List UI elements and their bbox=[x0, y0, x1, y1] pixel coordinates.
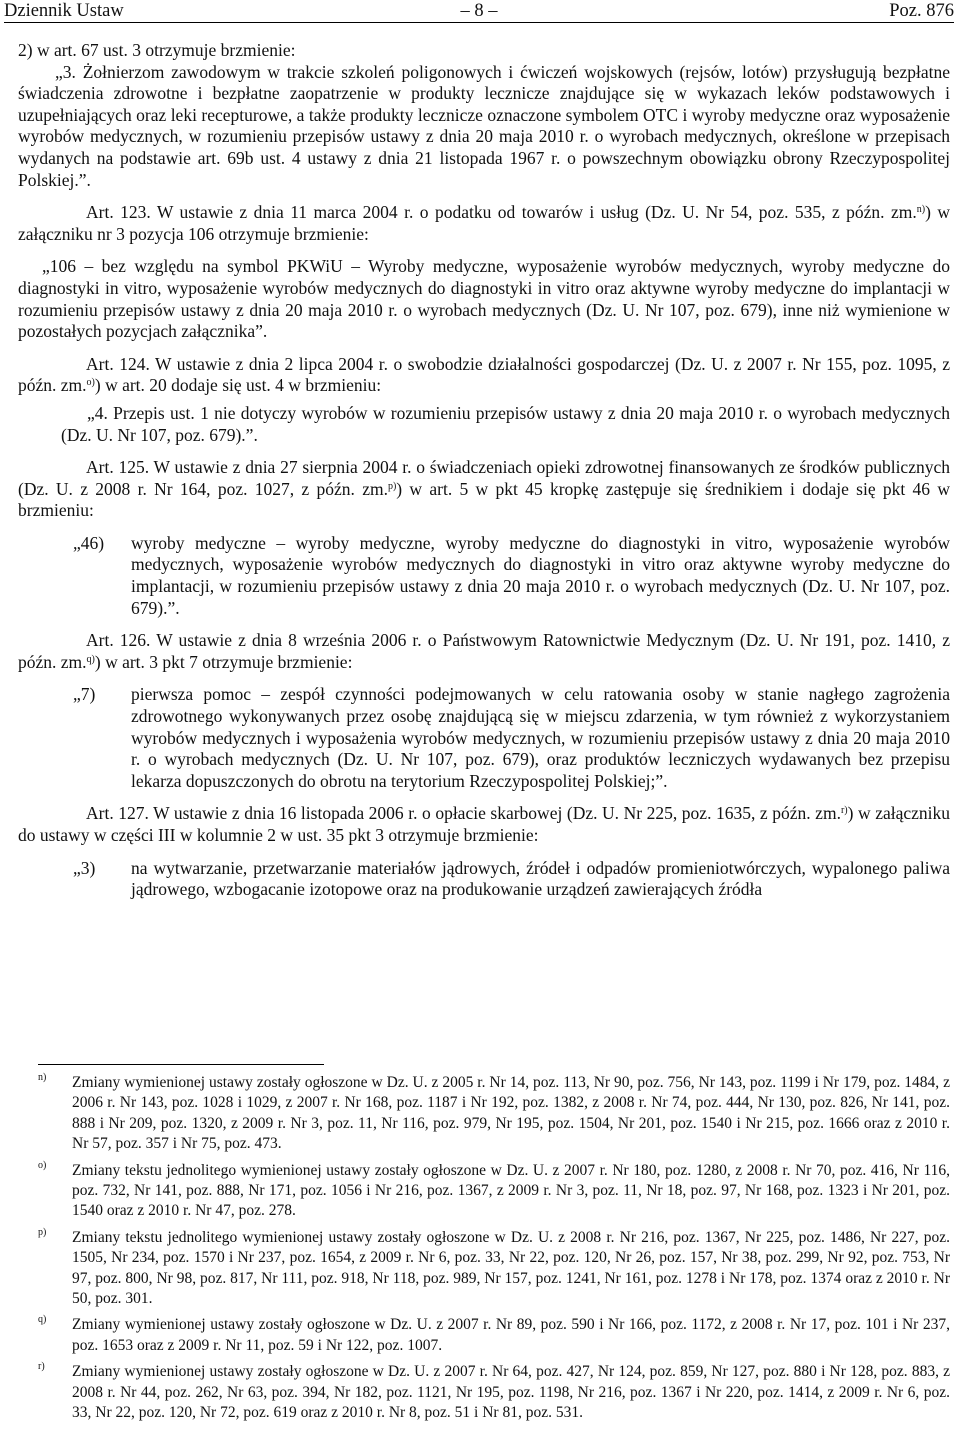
footnote-ref-n: n) bbox=[916, 204, 926, 216]
document-body bbox=[18, 40, 950, 901]
article-125-text: Art. 125. W ustawie z dnia 27 sierpnia 2004 r. o świadczeniach opieki zdrowotnej finansowanych ze środków publicznych (Dz. U. z 2008 r. Nr 164, poz. 1027, z późn. zm. bbox=[18, 457, 950, 499]
footnote-text: Zmiany wymienionej ustawy zostały ogłoszone w Dz. U. z 2007 r. Nr 89, poz. 590 i Nr 166, poz. 1172, z 2008 r. Nr 17, poz. 101 i Nr 237, poz. 1653 oraz z 2009 r. Nr 11, poz. 59 i Nr 122, poz. 1007. bbox=[72, 1316, 950, 1354]
point-3-number: „3) bbox=[73, 857, 96, 878]
point-7-number: „7) bbox=[73, 684, 96, 705]
footnote-r bbox=[38, 1362, 950, 1423]
article-124 bbox=[18, 354, 950, 397]
footnote-p bbox=[38, 1228, 950, 1310]
article-124-text: Art. 124. W ustawie z dnia 2 lipca 2004 r. o swobodzie działalności gospodarczej (Dz. U. z 2007 r. Nr 155, poz. 1095, z późn. zm. bbox=[18, 353, 950, 396]
point-7-text: pierwsza pomoc – zespół czynności podejmowanych w celu ratowania osoby w stanie nagłego zagrożenia zdrowotnego wykonywanych przez osobę znajdującą się w miejscu zdarzenia, w tym również z wykorzystaniem wyrobów medycznych i wyposażenia wyrobów medycznych, w rozumieniu przepisów ustawy z dnia 20 maja 2010 r. o wyrobach medycznych (Dz. U. Nr 107, poz. 679), oraz produktów leczniczych wydawanych bez przepisu lekarza dopuszczonych do obrotu na terytorium Rzeczypospolitej Polskiej;”. bbox=[131, 684, 950, 791]
article-123-text: Art. 123. W ustawie z dnia 11 marca 2004 r. o podatku od towarów i usług (Dz. U. Nr 54, poz. 535, z późn. zm. bbox=[86, 202, 917, 223]
footnote-o bbox=[38, 1161, 950, 1222]
quoted-point-3 bbox=[73, 858, 950, 901]
quoted-paragraph-3: „3. Żołnierzom zawodowym w trakcie szkoleń poligonowych i ćwiczeń wojskowych (rejsów, lotów) przysługują bezpłatne świadczenia zdrowotne i bezpłatne zaopatrzenie w produkty lecznicze znajdujące się w wykazach leków podstawowych i uzupełniających oraz leki recepturowe, a także produkty lecznicze oznaczone symbolem OTC i wyroby medyczne oraz wyposażenie wyrobów medycznych, w rozumieniu przepisów ustawy z dnia 20 maja 2010 r. o wyrobach medycznych, określone w przepisach wydanych na podstawie art. 69b ust. 4 ustawy z dnia 21 listopada 1967 r. o powszechnym obowiązku obrony Rzeczypospolitej Polskiej.”. bbox=[18, 61, 950, 190]
quoted-paragraph-4: „4. Przepis ust. 1 nie dotyczy wyrobów w rozumieniu przepisów ustawy z dnia 20 maja 2010 r. o wyrobach medycznych (Dz. U. Nr 107, poz. 679).”. bbox=[61, 402, 950, 445]
article-125 bbox=[18, 457, 950, 522]
footnote-ref-r: r) bbox=[840, 805, 848, 817]
page-header bbox=[4, 0, 954, 23]
footnote-text: Zmiany wymienionej ustawy zostały ogłoszone w Dz. U. z 2005 r. Nr 14, poz. 113, Nr 90, poz. 756, Nr 143, poz. 1199 i Nr 179, poz. 1484, z 2006 r. Nr 143, poz. 1028 i 1029, z 2007 r. Nr 168, poz. 1187 i Nr 192, poz. 1382, z 2008 r. Nr 74, poz. 444, Nr 130, poz. 826, Nr 141, poz. 888 i Nr 209, poz. 1320, z 2009 r. Nr 3, poz. 11, Nr 116, poz. 979, Nr 195, poz. 1504, Nr 201, poz. 1540 i Nr 215, poz. 1666 oraz z 2010 r. Nr 57, poz. 357 i Nr 75, poz. 473. bbox=[72, 1074, 950, 1153]
footnote-n bbox=[38, 1073, 950, 1155]
footnote-text: Zmiany tekstu jednolitego wymienionej ustawy zostały ogłoszone w Dz. U. z 2007 r. Nr 180, poz. 1280, z 2008 r. Nr 70, poz. 416, Nr 116, poz. 732, Nr 141, poz. 888, Nr 171, poz. 1056 i Nr 216, poz. 1367, z 2009 r. Nr 3, poz. 11, Nr 18, poz. 97, Nr 168, poz. 1323 i Nr 201, poz. 1540 oraz z 2010 r. Nr 47, poz. 278. bbox=[72, 1161, 950, 1220]
point-3-text: na wytwarzanie, przetwarzanie materiałów jądrowych, źródeł i odpadów promieniotwórczych, wypalonego paliwa jądrowego, wzbogacanie izotopowe oraz na produkowanie urządzeń zawierających źródła bbox=[131, 857, 950, 900]
footnote-mark: q) bbox=[38, 1314, 47, 1326]
footnote-mark: p) bbox=[38, 1226, 47, 1238]
quoted-point-7 bbox=[73, 684, 950, 792]
article-125-text-end: ) w art. 5 w pkt 45 kropkę zastępuje się średnikiem i dodaje się pkt 46 w brzmieniu: bbox=[18, 478, 950, 521]
footnote-divider bbox=[38, 1064, 324, 1065]
quoted-position-106: „106 – bez względu na symbol PKWiU – Wyroby medyczne, wyposażenie wyrobów medycznych, wyroby medyczne do diagnostyki in vitro, wyposażenie wyrobów medycznych do diagnostyki in vitro oraz aktywne wyroby medyczne do implantacji w rozumieniu przepisów ustawy z dnia 20 maja 2010 r. o wyrobach medycznych (Dz. U. Nr 107, poz. 679), inne niż wymienione w pozostałych pozycjach załącznika”. bbox=[18, 256, 950, 342]
footnotes-section bbox=[38, 1064, 950, 1430]
footnote-text: Zmiany wymienionej ustawy zostały ogłoszone w Dz. U. z 2007 r. Nr 64, poz. 427, Nr 124, poz. 859, Nr 127, poz. 880 i Nr 128, poz. 883, z 2008 r. Nr 44, poz. 262, Nr 63, poz. 394, Nr 182, poz. 1121, Nr 195, poz. 1198, Nr 216, poz. 1367 i Nr 220, poz. 1414, z 2009 r. Nr 6, poz. 33, Nr 22, poz. 120, Nr 72, poz. 619 oraz z 2010 r. Nr 8, poz. 51 i Nr 81, poz. 531. bbox=[72, 1363, 950, 1422]
footnote-mark: o) bbox=[38, 1159, 47, 1171]
quoted-point-46 bbox=[73, 533, 950, 619]
article-123 bbox=[18, 202, 950, 245]
point-46-text: wyroby medyczne – wyroby medyczne, wyroby medyczne do diagnostyki in vitro, wyposażenie wyrobów medycznych, wyposażenie wyrobów medycznych do diagnostyki in vitro oraz aktywne wyroby medyczne do implantacji, w rozumieniu przepisów ustawy z dnia 20 maja 2010 r. o wyrobach medycznych (Dz. U. Nr 107, poz. 679).”. bbox=[131, 532, 950, 618]
article-127-text-end: ) w załączniku do ustawy w części III w kolumnie 2 w ust. 35 pkt 3 otrzymuje brzmienie: bbox=[18, 803, 951, 845]
footnote-ref-q: q) bbox=[86, 653, 95, 665]
article-126-text: Art. 126. W ustawie z dnia 8 września 2006 r. o Państwowym Ratownictwie Medycznym (Dz. U. Nr 191, poz. 1410, z późn. zm. bbox=[18, 630, 950, 672]
footnote-ref-p: p) bbox=[387, 480, 397, 492]
footnote-mark: n) bbox=[38, 1072, 47, 1083]
article-124-text-end: ) w art. 20 dodaje się ust. 4 w brzmieniu: bbox=[94, 375, 382, 396]
article-127 bbox=[18, 803, 950, 846]
footnote-q bbox=[38, 1315, 950, 1356]
article-127-text: Art. 127. W ustawie z dnia 16 listopada 2006 r. o opłacie skarbowej (Dz. U. Nr 225, poz. 1635, z późn. zm. bbox=[86, 803, 841, 824]
article-126-text-end: ) w art. 3 pkt 7 otrzymuje brzmienie: bbox=[94, 651, 353, 672]
article-126 bbox=[18, 630, 950, 673]
page-number: – 8 – bbox=[460, 1, 498, 21]
position-number: Poz. 876 bbox=[889, 1, 954, 21]
footnote-ref-o: o) bbox=[86, 377, 95, 389]
article-123-text-end: ) w załączniku nr 3 pozycja 106 otrzymuje brzmienie: bbox=[18, 202, 950, 244]
point-46-number: „46) bbox=[73, 532, 105, 553]
journal-title: Dziennik Ustaw bbox=[4, 1, 124, 21]
footnote-text: Zmiany tekstu jednolitego wymienionej ustawy zostały ogłoszone w Dz. U. z 2008 r. Nr 216, poz. 1367, Nr 225, poz. 1486, Nr 227, poz. 1505, Nr 234, poz. 1570 i Nr 237, poz. 1654, z 2009 r. Nr 6, poz. 33, Nr 22, poz. 120, Nr 26, poz. 157, Nr 38, poz. 299, Nr 92, poz. 753, Nr 97, poz. 800, Nr 98, poz. 817, Nr 111, poz. 918, Nr 118, poz. 989, Nr 157, poz. 1241, Nr 161, poz. 1278 i Nr 178, poz. 1374 oraz z 2010 r. Nr 50, poz. 301. bbox=[72, 1228, 950, 1308]
footnote-mark: r) bbox=[38, 1361, 45, 1373]
point-2-intro: 2) w art. 67 ust. 3 otrzymuje brzmienie: bbox=[18, 40, 296, 60]
